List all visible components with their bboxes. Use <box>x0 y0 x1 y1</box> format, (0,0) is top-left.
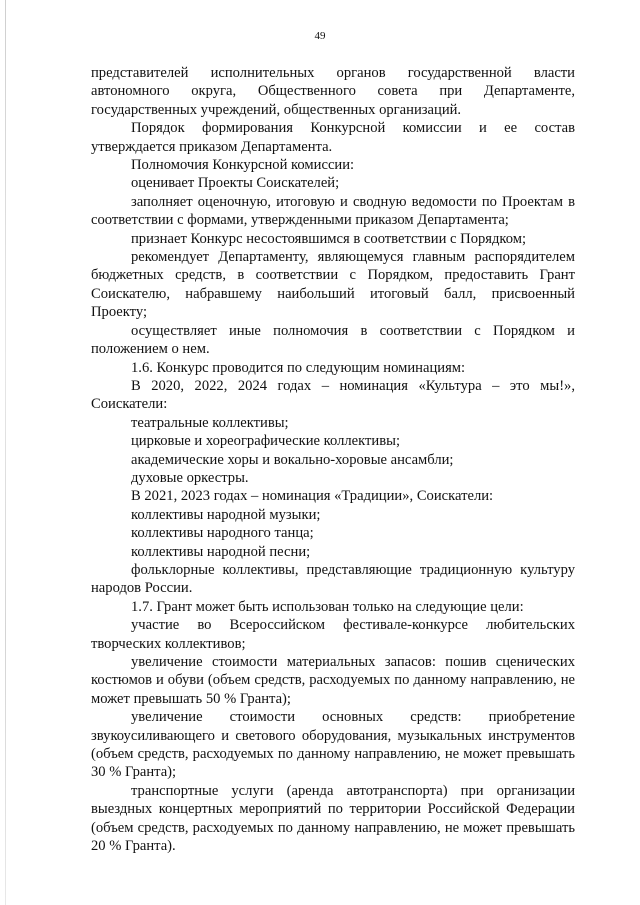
paragraph: Полномочия Конкурсной комиссии: <box>131 157 355 174</box>
list-item: коллективы народной музыки; <box>131 506 321 523</box>
paragraph: 1.7. Грант может быть использован только на следующие цели: <box>131 598 524 615</box>
page-number: 49 <box>314 30 326 42</box>
list-item: духовые оркестры. <box>131 469 249 486</box>
paragraph: представителей исполнительных органов государственной власти автономного округа, Общественного совета при Департаменте, государственных учреждений, общественных организаций. <box>91 65 575 118</box>
list-item: театральные коллективы; <box>131 414 289 431</box>
list-item: увеличение стоимости материальных запасов: пошив сценических костюмов и обуви (объем средств, расходуемых по данному направлению, не может превышать 50 % Гранта); <box>91 654 575 707</box>
paragraph: Порядок формирования Конкурсной комиссии и ее состав утверждается приказом Департамента. <box>91 120 575 155</box>
scan-edge-line <box>5 0 6 905</box>
list-item: академические хоры и вокально-хоровые ансамбли; <box>131 451 454 468</box>
list-item: коллективы народной песни; <box>131 543 311 560</box>
paragraph: 1.6. Конкурс проводится по следующим номинациям: <box>131 359 466 376</box>
list-item: коллективы народного танца; <box>131 525 314 542</box>
list-item: транспортные услуги (аренда автотранспорта) при организации выездных концертных мероприятий по территории Российской Федерации (объем средств, расходуемых по данному направлению, не может превышать 20 % Гранта). <box>91 782 575 855</box>
list-item: фольклорные коллективы, представляющие традиционную культуру народов России. <box>91 561 575 597</box>
document-body <box>91 64 575 855</box>
list-item: увеличение стоимости основных средств: приобретение звукоусиливающего и светового оборудования, музыкальных инструментов (объем средств, расходуемых по данному направлению, не может превышать 30 % Гранта); <box>91 709 575 781</box>
paragraph: признает Конкурс несостоявшимся в соответствии с Порядком; <box>131 230 527 247</box>
paragraph: В 2021, 2023 годах – номинация «Традиции», Соискатели: <box>131 488 494 505</box>
paragraph: В 2020, 2022, 2024 годах – номинация «Культура – это мы!», Соискатели: <box>91 377 575 413</box>
paragraph: оценивает Проекты Соискателей; <box>131 175 340 192</box>
paragraph: рекомендует Департаменту, являющемуся главным распорядителем бюджетных средств, в соответствии с Порядком, предоставить Грант Соискателю, набравшему наибольший итоговый балл, присвоенный Проекту; <box>91 249 575 321</box>
list-item: цирковые и хореографические коллективы; <box>131 433 400 450</box>
paragraph: осуществляет иные полномочия в соответствии с Порядком и положением о нем. <box>91 322 575 358</box>
paragraph: заполняет оценочную, итоговую и сводную ведомости по Проектам в соответствии с формами, утвержденными приказом Департамента; <box>91 193 575 229</box>
list-item: участие во Всероссийском фестивале-конкурсе любительских творческих коллективов; <box>91 617 575 652</box>
